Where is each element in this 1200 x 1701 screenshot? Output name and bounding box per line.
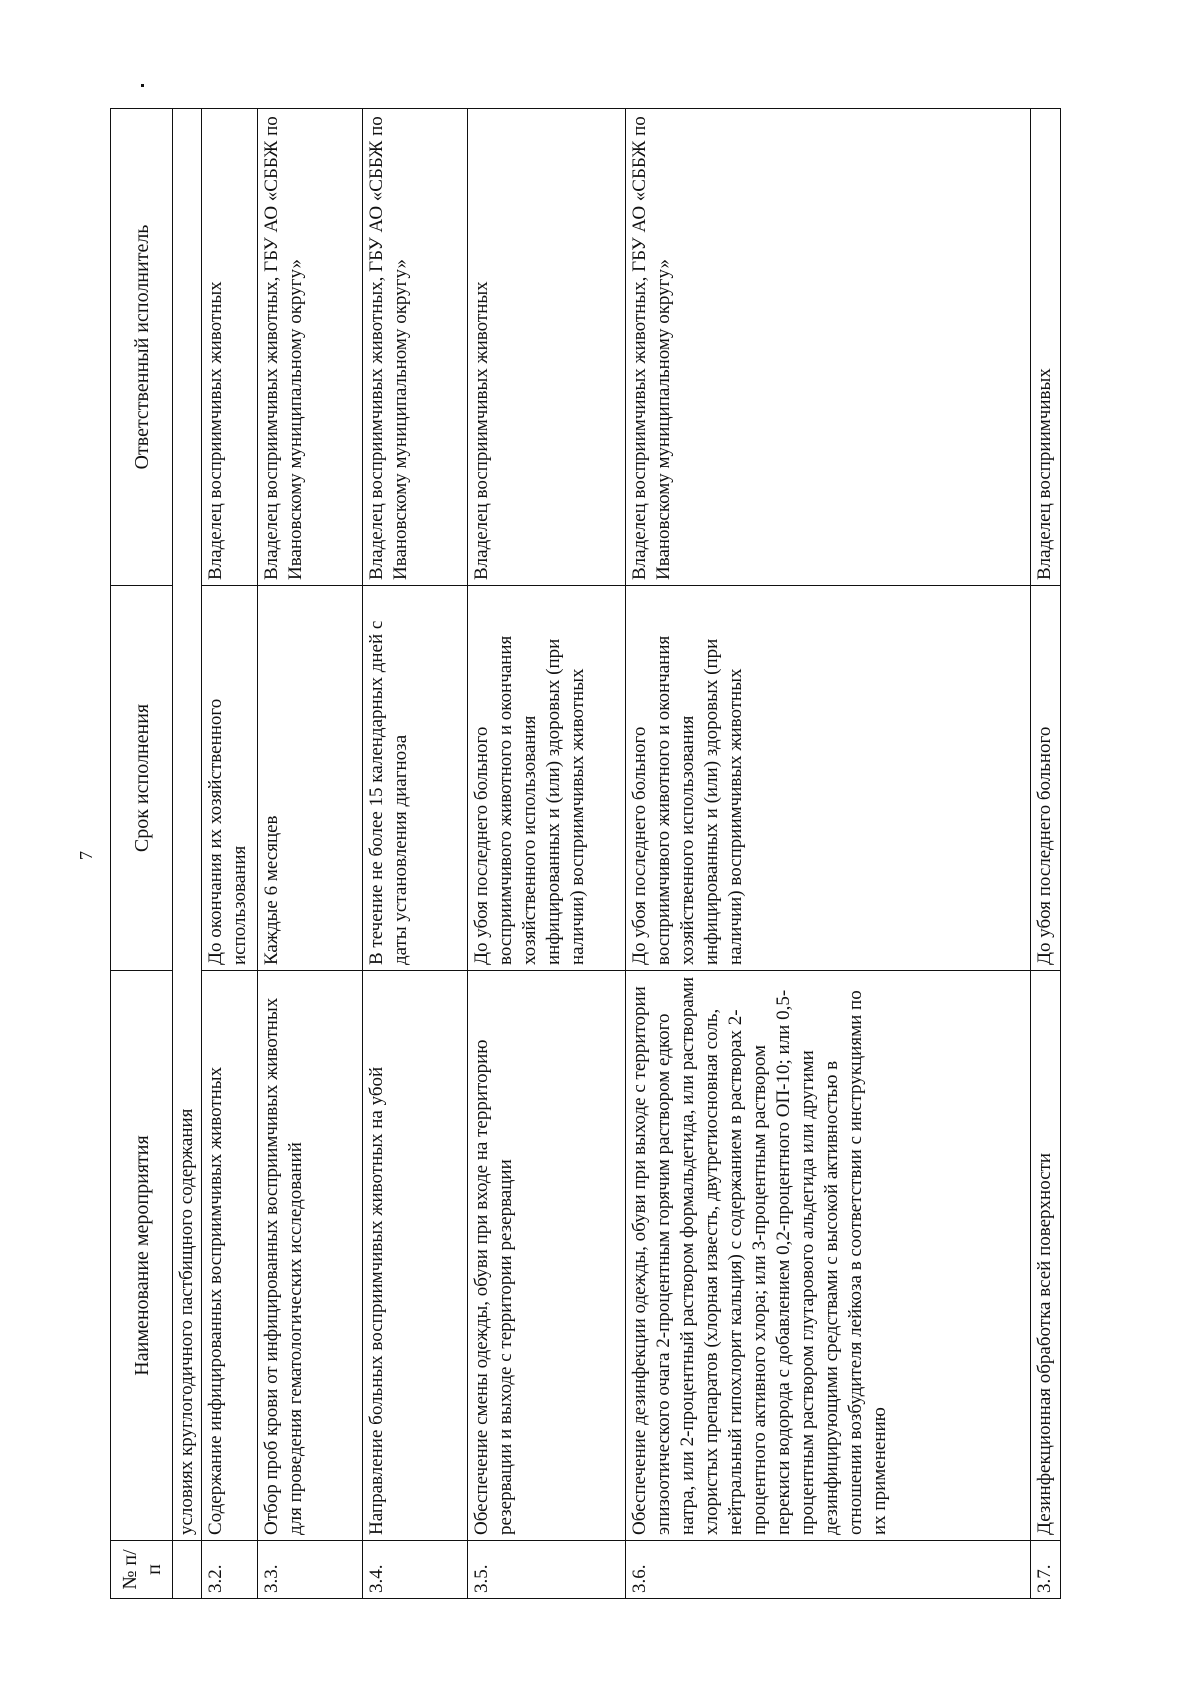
row-num: 3.3.	[258, 1541, 363, 1599]
header-responsible: Ответственный исполнитель	[111, 109, 173, 586]
row-term: До убоя последнего больного	[1031, 586, 1061, 971]
row-name: Дезинфекционная обработка всей поверхности	[1031, 971, 1061, 1541]
header-num: № п/п	[111, 1541, 173, 1599]
row-term: В течение не более 15 календарных дней с даты установления диагноза	[363, 586, 468, 971]
row-name: Обеспечение дезинфекции одежды, обуви при выходе с территории эпизоотического очага 2-процентным горячим раствором едкого натра, или 2-процентный раствором формальдегида, или растворами хлористых препаратов (хлорная известь, двутретиосновная соль, нейтральный гипохлорит кальция) с содержанием в растворах 2-процентного активного хлора; или 3-процентным раствором перекиси водорода с добавлением 0,2-процентного ОП-10; или 0,5-процентным раствором глутарового альдегида или другими дезинфицирующими средствами с высокой активностью в отношении возбудителя лейкоза в соответствии с инструкциями по их применению	[626, 971, 1031, 1541]
table-row	[468, 109, 626, 1599]
measures-table	[110, 108, 1061, 1599]
measures-table-wrapper	[110, 109, 1055, 1599]
table-row	[626, 109, 1031, 1599]
row-responsible: Владелец восприимчивых	[1031, 109, 1061, 586]
row-responsible: Владелец восприимчивых животных	[468, 109, 626, 586]
row-term: До убоя последнего больного восприимчивого животного и окончания хозяйственного использования инфицированных и (или) здоровых (при наличии) восприимчивых животных	[626, 586, 1031, 971]
page-number: 7	[76, 851, 96, 860]
table-row	[1031, 109, 1061, 1599]
row-num: 3.7.	[1031, 1541, 1061, 1599]
header-name: Наименование мероприятия	[111, 971, 173, 1541]
row-name: Отбор проб крови от инфицированных восприимчивых животных для проведения гематологических исследований	[258, 971, 363, 1541]
row-responsible: Владелец восприимчивых животных, ГБУ АО «СББЖ по Ивановскому муниципальному округу»	[626, 109, 1031, 586]
row-num: 3.6.	[626, 1541, 1031, 1599]
row-term: До окончания их хозяйственного использования	[202, 586, 258, 971]
header-term: Срок исполнения	[111, 586, 173, 971]
row-num: 3.4.	[363, 1541, 468, 1599]
row-num: 3.2.	[202, 1541, 258, 1599]
row-num: 3.5.	[468, 1541, 626, 1599]
table-row	[363, 109, 468, 1599]
table-row	[258, 109, 363, 1599]
row-term: Каждые 6 месяцев	[258, 586, 363, 971]
row-name: Обеспечение смены одежды, обуви при входе на территорию резервации и выходе с территории резервации	[468, 971, 626, 1541]
row-responsible: Владелец восприимчивых животных, ГБУ АО «СББЖ по Ивановскому муниципальному округу»	[363, 109, 468, 586]
table-row	[202, 109, 258, 1599]
section-continuation-row	[173, 109, 202, 1599]
row-name: Направление больных восприимчивых животных на убой	[363, 971, 468, 1541]
scan-speck	[141, 84, 144, 87]
section-num-cell	[173, 1541, 202, 1599]
section-continuation-text: условиях круглогодичного пастбищного содержания	[173, 109, 202, 1541]
row-responsible: Владелец восприимчивых животных	[202, 109, 258, 586]
row-responsible: Владелец восприимчивых животных, ГБУ АО «СББЖ по Ивановскому муниципальному округу»	[258, 109, 363, 586]
table-header-row	[111, 109, 173, 1599]
row-name: Содержание инфицированных восприимчивых животных	[202, 971, 258, 1541]
row-term: До убоя последнего больного восприимчивого животного и окончания хозяйственного использования инфицированных и (или) здоровых (при наличии) восприимчивых животных	[468, 586, 626, 971]
